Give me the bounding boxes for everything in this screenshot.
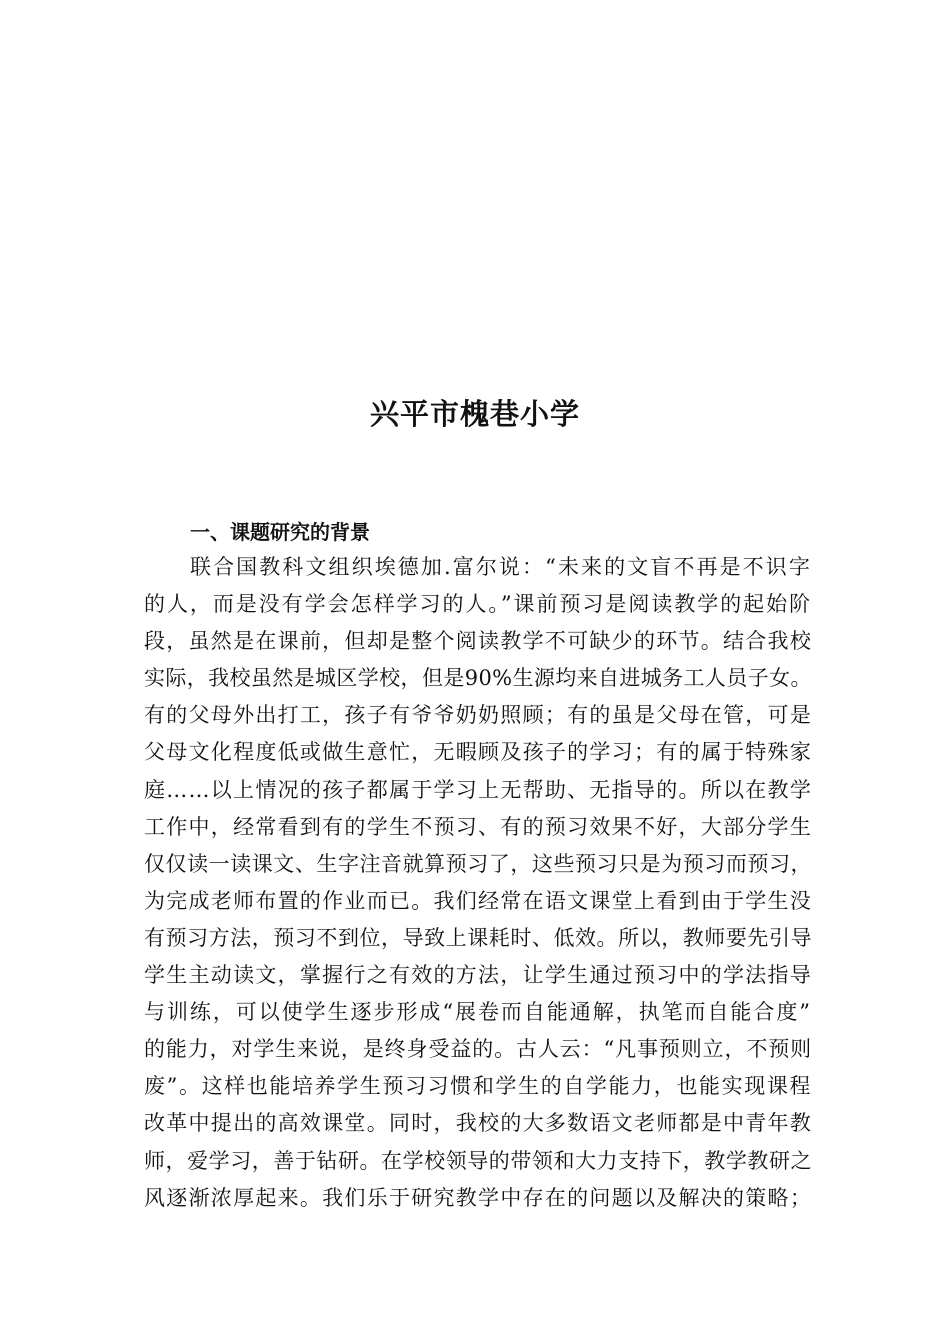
paragraph-line: 的人，而是没有学会怎样学习的人。”课前预习是阅读教学的起始阶 <box>144 592 813 617</box>
body-paragraph <box>144 549 812 1217</box>
paragraph-line: 段，虽然是在课前，但却是整个阅读教学不可缺少的环节。结合我校 <box>144 629 813 654</box>
paragraph-line: 与训练，可以使学生逐步形成“展卷而自能通解，执笔而自能合度” <box>144 1000 812 1025</box>
paragraph-line: 有预习方法，预习不到位，导致上课耗时、低效。所以，教师要先引导 <box>144 925 813 950</box>
paragraph-line: 的能力，对学生来说，是终身受益的。古人云：“凡事预则立，不预则 <box>144 1037 813 1062</box>
paragraph-line: 实际，我校虽然是城区学校，但是90%生源均来自进城务工人员子女。 <box>144 666 812 691</box>
paragraph-line: 父母文化程度低或做生意忙，无暇顾及孩子的学习；有的属于特殊家 <box>144 740 813 765</box>
paragraph-line: 风逐渐浓厚起来。我们乐于研究教学中存在的问题以及解决的策略； <box>144 1185 813 1210</box>
section-heading: 一、课题研究的背景 <box>190 520 370 544</box>
paragraph-line: 废”。这样也能培养学生预习习惯和学生的自学能力，也能实现课程 <box>144 1074 813 1099</box>
paragraph-line: 工作中，经常看到有的学生不预习、有的预习效果不好，大部分学生 <box>144 814 813 839</box>
paragraph-line: 庭……以上情况的孩子都属于学习上无帮助、无指导的。所以在教学 <box>144 777 813 802</box>
paragraph-line: 师，爱学习，善于钻研。在学校领导的带领和大力支持下，教学教研之 <box>144 1148 813 1173</box>
paragraph-line: 学生主动读文，掌握行之有效的方法，让学生通过预习中的学法指导 <box>144 963 813 988</box>
paragraph-line: 仅仅读一读课文、生字注音就算预习了，这些预习只是为预习而预习， <box>144 851 813 876</box>
paragraph-line: 联合国教科文组织埃德加.富尔说：“未来的文盲不再是不识字 <box>190 555 812 579</box>
paragraph-line: 改革中提出的高效课堂。同时，我校的大多数语文老师都是中青年教 <box>144 1111 813 1136</box>
paragraph-line: 为完成老师布置的作业而已。我们经常在语文课堂上看到由于学生没 <box>144 888 813 913</box>
paragraph-line: 有的父母外出打工，孩子有爷爷奶奶照顾；有的虽是父母在管，可是 <box>144 703 813 728</box>
document-title: 兴平市槐巷小学 <box>369 397 580 431</box>
